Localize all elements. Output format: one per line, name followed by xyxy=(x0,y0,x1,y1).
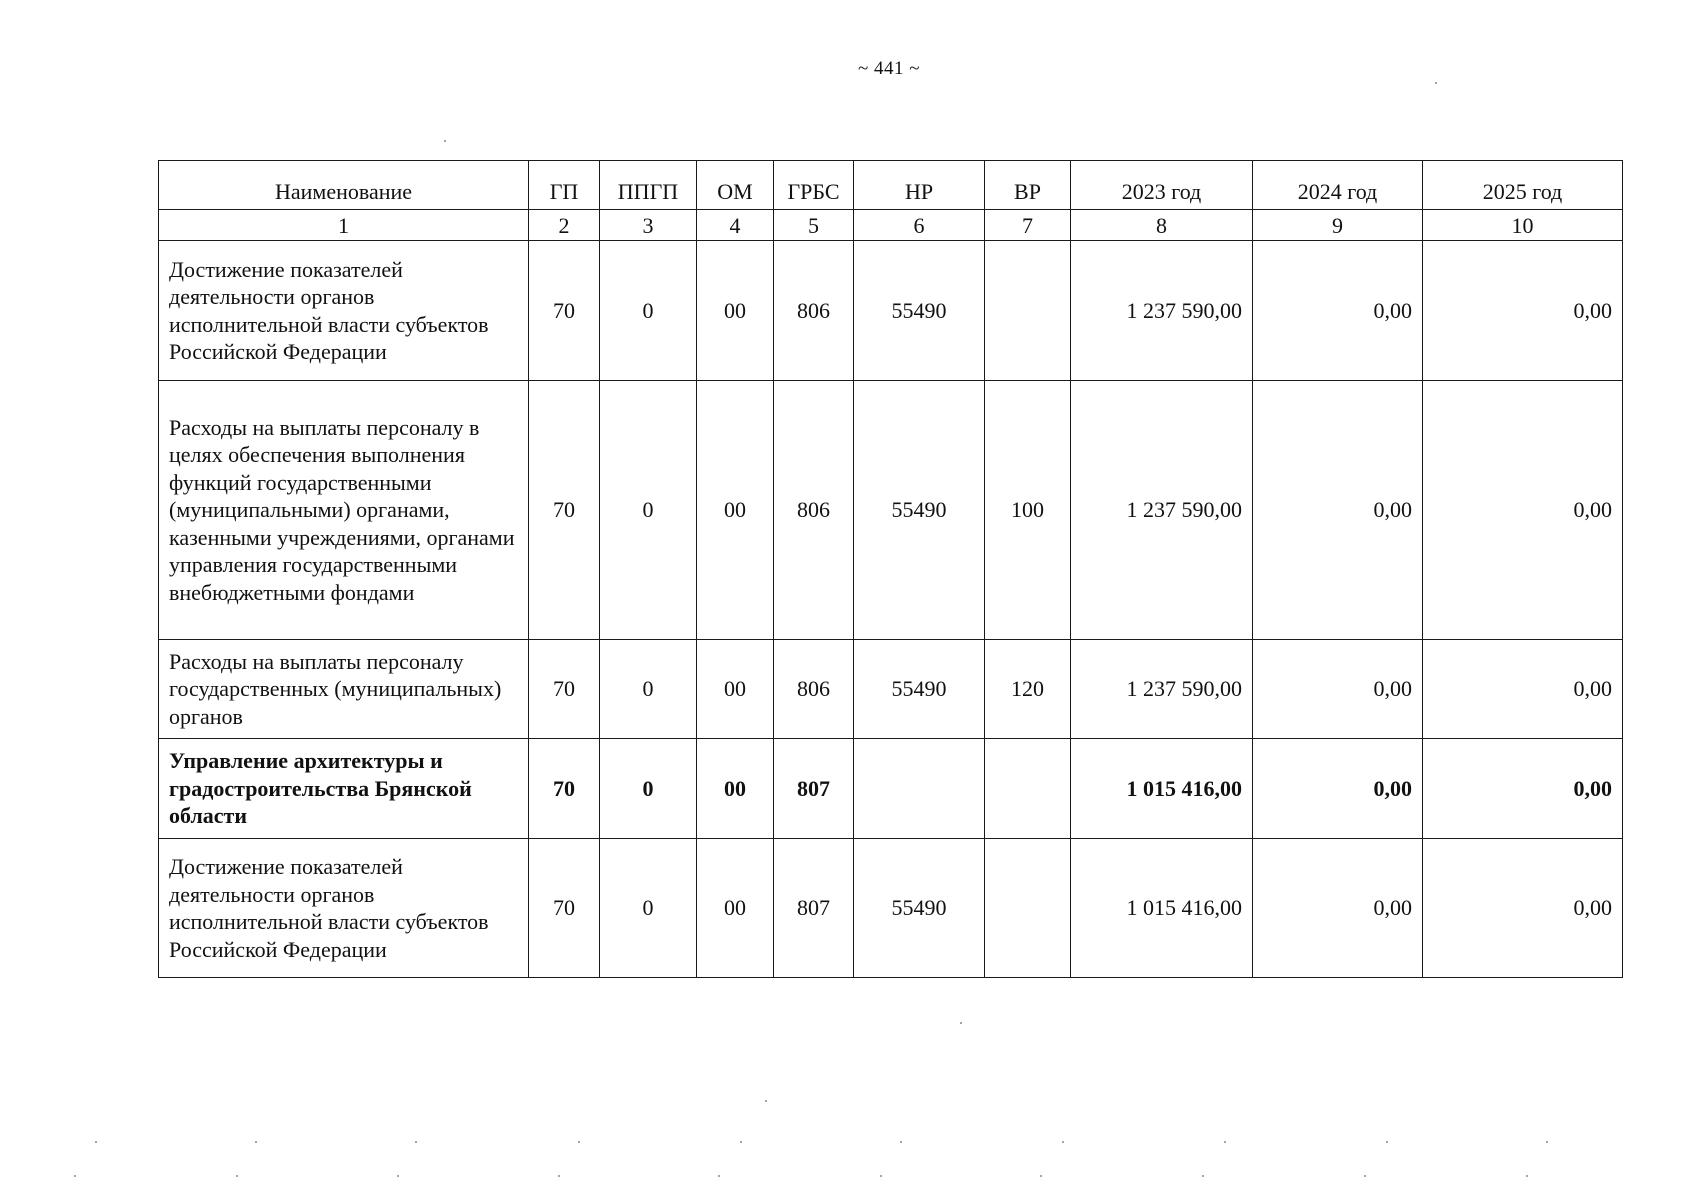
column-number-row xyxy=(159,210,1623,241)
cell-grbs: 806 xyxy=(774,381,854,640)
cell-2024: 0,00 xyxy=(1253,381,1423,640)
scan-speck xyxy=(1546,1141,1548,1143)
row-name: Расходы на выплаты персоналу государственных (муниципальных) органов xyxy=(159,640,529,739)
cell-2023: 1 237 590,00 xyxy=(1071,381,1253,640)
cell-grbs: 806 xyxy=(774,640,854,739)
cell-2025: 0,00 xyxy=(1423,241,1623,381)
cell-ppgp: 0 xyxy=(600,381,697,640)
cell-2023: 1 237 590,00 xyxy=(1071,241,1253,381)
header-2023: 2023 год xyxy=(1071,161,1253,210)
cell-nr: 55490 xyxy=(854,640,985,739)
column-number: 8 xyxy=(1071,210,1253,241)
header-ppgp: ППГП xyxy=(600,161,697,210)
cell-2025: 0,00 xyxy=(1423,381,1623,640)
header-row xyxy=(159,161,1623,210)
row-name: Расходы на выплаты персоналу в целях обеспечения выполнения функций государственными (муниципальными) органами, казенными учреждениями, органами управления государственными внебюджетными фондами xyxy=(159,381,529,640)
cell-ppgp: 0 xyxy=(600,241,697,381)
cell-vr: 100 xyxy=(985,381,1071,640)
column-number: 5 xyxy=(774,210,854,241)
row-name: Достижение показателей деятельности органов исполнительной власти субъектов Российской Федерации xyxy=(159,839,529,978)
cell-nr: 55490 xyxy=(854,381,985,640)
cell-2024: 0,00 xyxy=(1253,739,1423,839)
cell-vr xyxy=(985,241,1071,381)
scan-speck xyxy=(900,1141,902,1143)
cell-2025: 0,00 xyxy=(1423,839,1623,978)
scan-speck xyxy=(740,1141,742,1143)
scan-speck xyxy=(1202,1175,1204,1177)
cell-grbs: 807 xyxy=(774,839,854,978)
cell-gp: 70 xyxy=(529,839,600,978)
cell-vr xyxy=(985,739,1071,839)
header-vr: ВР xyxy=(985,161,1071,210)
scan-speck xyxy=(960,1022,962,1024)
scan-speck xyxy=(880,1175,882,1177)
budget-table-container xyxy=(158,160,1622,978)
scan-speck xyxy=(444,140,446,142)
scan-speck xyxy=(578,1141,580,1143)
cell-grbs: 807 xyxy=(774,739,854,839)
cell-2023: 1 237 590,00 xyxy=(1071,640,1253,739)
cell-nr: 55490 xyxy=(854,241,985,381)
table-row xyxy=(159,640,1623,739)
scan-speck xyxy=(236,1175,238,1177)
row-name: Достижение показателей деятельности органов исполнительной власти субъектов Российской Федерации xyxy=(159,241,529,381)
scan-speck xyxy=(255,1141,257,1143)
scan-speck xyxy=(1062,1141,1064,1143)
cell-om: 00 xyxy=(697,381,774,640)
column-number: 1 xyxy=(159,210,529,241)
cell-2023: 1 015 416,00 xyxy=(1071,739,1253,839)
scan-speck xyxy=(765,1100,767,1102)
scan-speck xyxy=(1526,1175,1528,1177)
header-2024: 2024 год xyxy=(1253,161,1423,210)
cell-2024: 0,00 xyxy=(1253,241,1423,381)
table-row-section-total xyxy=(159,739,1623,839)
page-number: ~ 441 ~ xyxy=(857,58,921,79)
cell-nr: 55490 xyxy=(854,839,985,978)
cell-2024: 0,00 xyxy=(1253,640,1423,739)
scan-speck xyxy=(1386,1141,1388,1143)
row-name: Управление архитектуры и градостроительства Брянской области xyxy=(159,739,529,839)
cell-2025: 0,00 xyxy=(1423,640,1623,739)
table-row xyxy=(159,381,1623,640)
cell-ppgp: 0 xyxy=(600,640,697,739)
column-number: 4 xyxy=(697,210,774,241)
table-row xyxy=(159,839,1623,978)
column-number: 3 xyxy=(600,210,697,241)
scan-speck xyxy=(1224,1141,1226,1143)
cell-om: 00 xyxy=(697,739,774,839)
scan-speck xyxy=(74,1175,76,1177)
scan-speck xyxy=(1364,1175,1366,1177)
column-number: 2 xyxy=(529,210,600,241)
cell-2025: 0,00 xyxy=(1423,739,1623,839)
scan-speck xyxy=(558,1175,560,1177)
cell-grbs: 806 xyxy=(774,241,854,381)
budget-table xyxy=(158,160,1623,978)
cell-vr: 120 xyxy=(985,640,1071,739)
cell-om: 00 xyxy=(697,839,774,978)
cell-gp: 70 xyxy=(529,640,600,739)
scan-speck xyxy=(1040,1175,1042,1177)
scan-speck xyxy=(1435,82,1437,84)
header-nr: НР xyxy=(854,161,985,210)
column-number: 7 xyxy=(985,210,1071,241)
cell-ppgp: 0 xyxy=(600,839,697,978)
cell-ppgp: 0 xyxy=(600,739,697,839)
cell-2024: 0,00 xyxy=(1253,839,1423,978)
cell-gp: 70 xyxy=(529,241,600,381)
cell-2023: 1 015 416,00 xyxy=(1071,839,1253,978)
table-row xyxy=(159,241,1623,381)
scan-speck xyxy=(95,1141,97,1143)
cell-vr xyxy=(985,839,1071,978)
header-om: ОМ xyxy=(697,161,774,210)
cell-nr xyxy=(854,739,985,839)
column-number: 6 xyxy=(854,210,985,241)
header-2025: 2025 год xyxy=(1423,161,1623,210)
cell-om: 00 xyxy=(697,640,774,739)
header-grbs: ГРБС xyxy=(774,161,854,210)
cell-gp: 70 xyxy=(529,381,600,640)
header-gp: ГП xyxy=(529,161,600,210)
cell-gp: 70 xyxy=(529,739,600,839)
column-number: 9 xyxy=(1253,210,1423,241)
scan-speck xyxy=(718,1175,720,1177)
cell-om: 00 xyxy=(697,241,774,381)
scan-speck xyxy=(397,1175,399,1177)
scan-speck xyxy=(415,1141,417,1143)
header-name: Наименование xyxy=(159,161,529,210)
column-number: 10 xyxy=(1423,210,1623,241)
